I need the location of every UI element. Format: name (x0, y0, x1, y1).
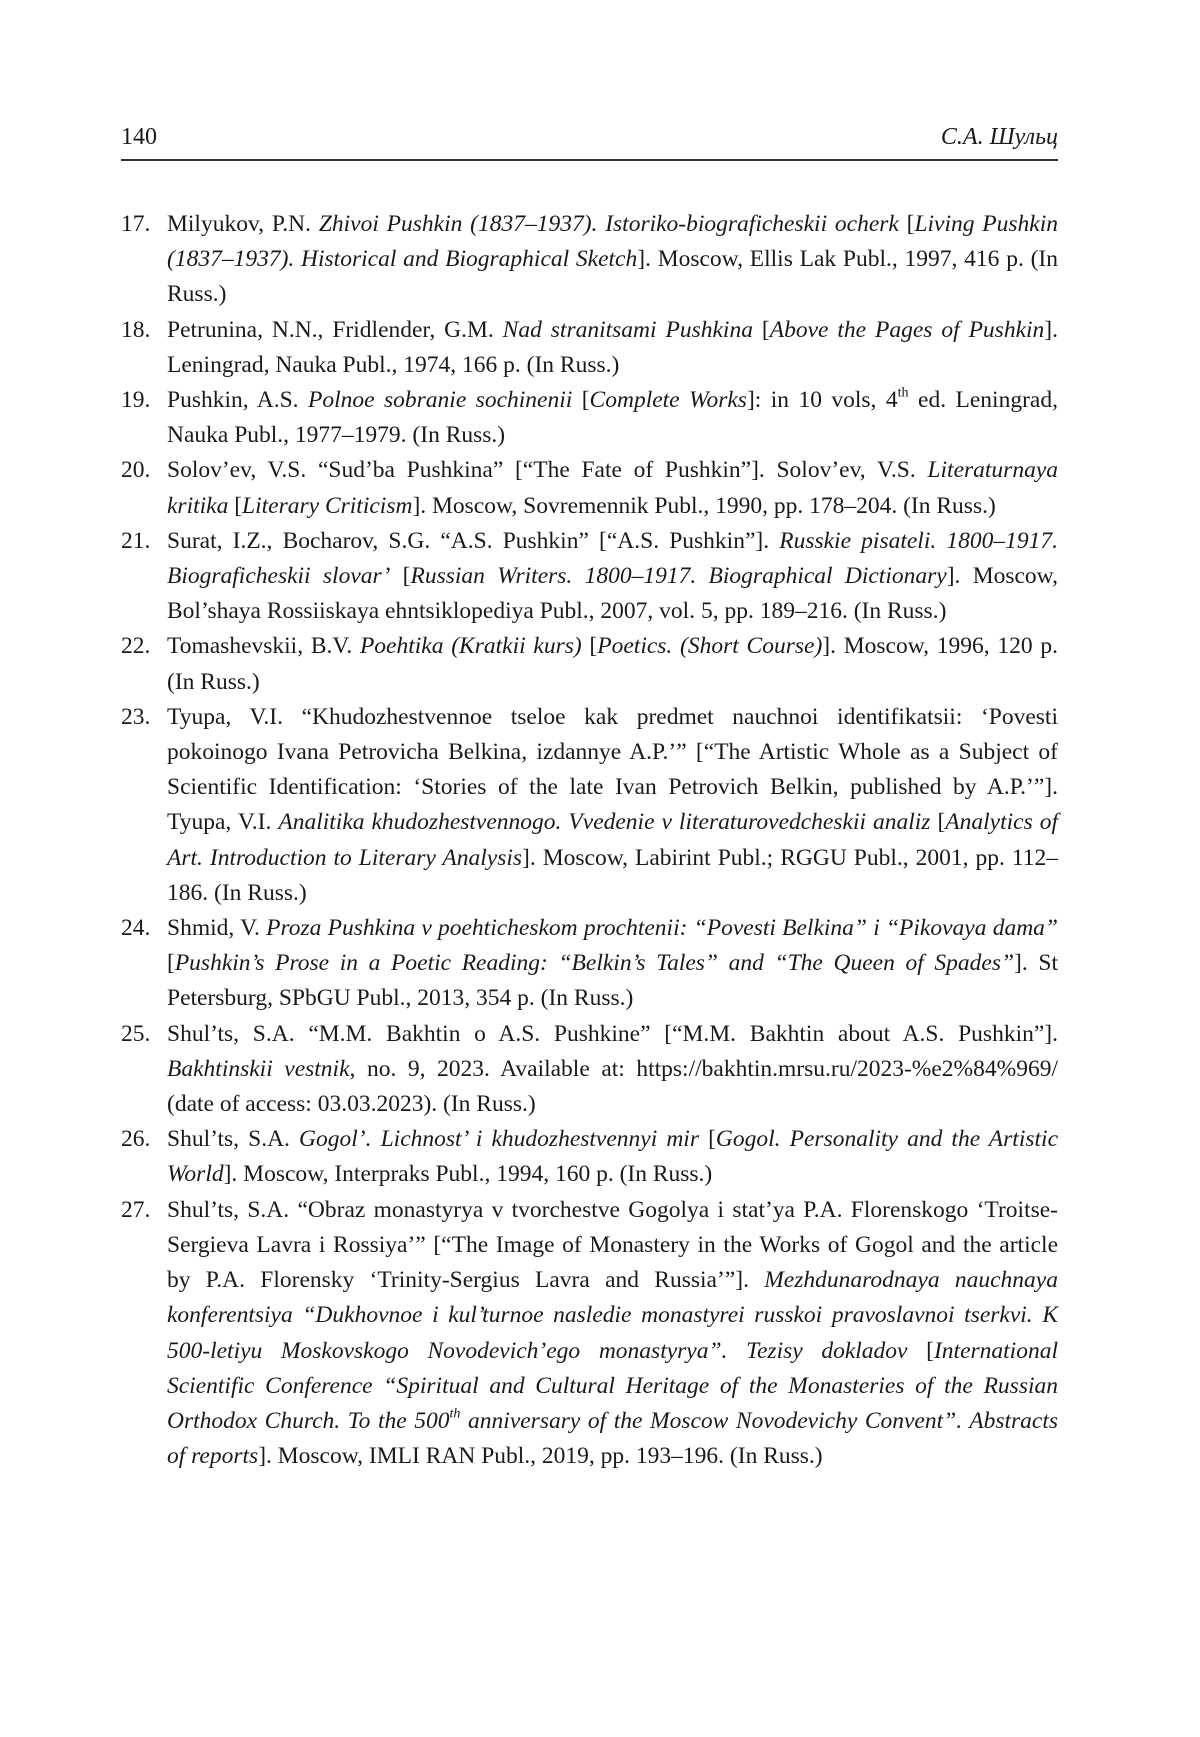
reference-text: ]. St Petersburg, SPbGU Publ., 2013, 354 p. (In Russ.) (167, 950, 1058, 1012)
reference-title: Gogol’. Lichnost’ i khudozhestvennyi mir (299, 1126, 699, 1153)
reference-text: ]. Leningrad, Nauka Publ., 1974, 166 p. (In Russ.) (167, 316, 1058, 378)
reference-text: Solov’ev, V.S. “Sud’ba Pushkina” [“The Fate of Pushkin”]. Solov’ev, V.S. (167, 457, 928, 484)
page-number: 140 (121, 124, 157, 150)
reference-item (121, 1122, 1058, 1192)
reference-number: 19. (121, 387, 151, 414)
reference-text: ]. Moscow, Bol’shaya Rossiiskaya ehntsiklopediya Publ., 2007, vol. 5, pp. 189–216. (In Russ.) (167, 563, 1058, 625)
reference-number: 24. (121, 915, 151, 942)
reference-text: [ (581, 633, 598, 660)
reference-text: [ (930, 809, 946, 836)
reference-title: Analytics of Art. Introduction to Literary Analysis (167, 809, 1058, 871)
reference-text: [ (907, 1337, 934, 1364)
reference-number: 25. (121, 1020, 151, 1047)
reference-title: International Scientific Conference “Spiritual and Cultural Heritage of the Monasteries of the Russian Orthodox Church. To the 500 (167, 1337, 1058, 1434)
reference-title: Above the Pages of Pushkin (769, 316, 1045, 343)
reference-item (121, 453, 1058, 523)
reference-text: Shul’ts, S.A. “M.M. Bakhtin o A.S. Pushkine” [“M.M. Bakhtin about A.S. Pushkin”]. (167, 1020, 1058, 1047)
reference-text: ]. Moscow, Sovremennik Publ., 1990, pp. 178–204. (In Russ.) (412, 492, 996, 519)
reference-number: 23. (121, 703, 151, 730)
reference-title: Complete Works (589, 387, 747, 414)
reference-text: Tyupa, V.I. “Khudozhestvennoe tseloe kak predmet nauchnoi identifikatsii: ‘Povesti pokoinogo Ivana Petrovicha Belkina, izdannye A.P.’” [“The Artistic Whole as a Subject of Scientific Identification: ‘Stories of the late Ivan Petrovich Belkin, published by A.P.’”]. Tyupa, V.I. (167, 703, 1058, 836)
reference-title: Poetics. (Short Course) (597, 633, 823, 660)
reference-title: Literaturnaya kritika (167, 457, 1058, 519)
reference-title: anniversary of the Moscow Novodevichy Convent”. Abstracts of reports (167, 1407, 1059, 1470)
reference-item (121, 313, 1058, 383)
running-title: С.А. Шульц (940, 124, 1058, 150)
reference-item (121, 629, 1058, 699)
reference-number: 18. (121, 316, 151, 343)
page-header (121, 124, 1058, 161)
reference-title: Nad stranitsami Pushkina (502, 316, 753, 343)
reference-number: 26. (121, 1126, 151, 1153)
reference-text: ]. Moscow, IMLI RAN Publ., 2019, pp. 193–196. (In Russ.) (258, 1443, 823, 1470)
reference-number: 20. (121, 457, 151, 484)
reference-title: Polnoe sobranie sochinenii (308, 387, 573, 414)
reference-text: Petrunina, N.N., Fridlender, G.M. (167, 316, 503, 343)
reference-title: Literary Criticism (242, 492, 413, 519)
reference-text: Shmid, V. (167, 915, 267, 942)
reference-item (121, 700, 1058, 911)
reference-text: ]. Moscow, 1996, 120 p. (In Russ.) (167, 633, 1059, 695)
reference-title: Mezhdunarodnaya nauchnaya konferentsiya “Dukhovnoe i kul’turnoe nasledie monastyrei russkoi pravoslavnoi tserkvi. K 500-letiyu Moskovskogo Novodevich’ego monastyrya”. Tezisy dokladov (167, 1267, 1058, 1364)
reference-title: Russian Writers. 1800–1917. Biographical Dictionary (410, 563, 947, 590)
reference-item (121, 1193, 1058, 1475)
reference-text: [ (228, 492, 243, 519)
reference-text: [ (898, 211, 915, 237)
reference-number: 21. (121, 527, 151, 554)
reference-item (121, 1017, 1058, 1123)
reference-title: Poehtika (Kratkii kurs) (359, 633, 582, 660)
reference-title: Zhivoi Pushkin (1837–1937). Istoriko-biograficheskii ocherk (318, 211, 899, 237)
superscript: th (449, 1405, 461, 1422)
reference-text: Shul’ts, S.A. (167, 1126, 300, 1153)
reference-number: 27. (121, 1196, 151, 1223)
reference-text: ]: in 10 vols, 4 (746, 387, 898, 414)
reference-text: [ (752, 316, 770, 343)
reference-title: Gogol. Personality and the Artistic World (167, 1126, 1059, 1188)
reference-item (121, 383, 1058, 453)
reference-text: ]. Moscow, Ellis Lak Publ., 1997, 416 p. (In Russ.) (167, 246, 1058, 308)
reference-title: Bakhtinskii vestnik (167, 1055, 350, 1082)
reference-title: Living Pushkin (1837–1937). Historical and Biographical Sketch (167, 211, 1058, 273)
reference-list (121, 207, 1058, 1474)
reference-item (121, 524, 1058, 630)
reference-text: ]. Moscow, Labirint Publ.; RGGU Publ., 2001, pp. 112–186. (In Russ.) (167, 844, 1058, 906)
reference-number: 22. (121, 633, 151, 660)
reference-number: 17. (121, 211, 151, 237)
reference-text: [ (572, 387, 590, 414)
reference-text: Surat, I.Z., Bocharov, S.G. “A.S. Pushkin” [“A.S. Pushkin”]. (167, 527, 780, 554)
reference-item (121, 207, 1058, 313)
reference-text: Milyukov, P.N. (167, 211, 319, 237)
reference-text: ed. Leningrad, Nauka Publ., 1977–1979. (In Russ.) (167, 387, 1058, 449)
reference-text: Pushkin, A.S. (167, 387, 308, 414)
reference-text: Tomashevskii, B.V. (167, 633, 360, 660)
reference-title: Pushkin’s Prose in a Poetic Reading: “Belkin’s Tales” and “The Queen of Spades” (174, 950, 1015, 977)
superscript: th (897, 384, 909, 401)
reference-text: [ (390, 563, 411, 590)
reference-text: , no. 9, 2023. Available at: https://bakhtin.mrsu.ru/2023-%e2%84%969/ (date of access: 03.03.2023). (In Russ.) (167, 1055, 1058, 1118)
reference-text: [ (698, 1126, 716, 1153)
reference-title: Russkie pisateli. 1800–1917. Biograficheskii slovar’ (167, 527, 1058, 590)
reference-item (121, 911, 1058, 1017)
reference-text: Shul’ts, S.A. “Obraz monastyrya v tvorchestve Gogolya i stat’ya P.A. Florenskogo ‘Troitse-Sergieva Lavra i Rossiya’” [“The Image of Monastery in the Works of Gogol and the article by P.A. Florensky ‘Trinity-Sergius Lavra and Russia’”]. (167, 1196, 1058, 1294)
reference-title: Proza Pushkina v poehticheskom prochtenii: “Povesti Belkina” i “Pikovaya dama” (266, 915, 1058, 942)
reference-text: ]. Moscow, Interpraks Publ., 1994, 160 p. (In Russ.) (223, 1161, 713, 1188)
reference-text: [ (167, 950, 175, 977)
reference-title: Analitika khudozhestvennogo. Vvedenie v literaturovedcheskii analiz (278, 809, 931, 836)
